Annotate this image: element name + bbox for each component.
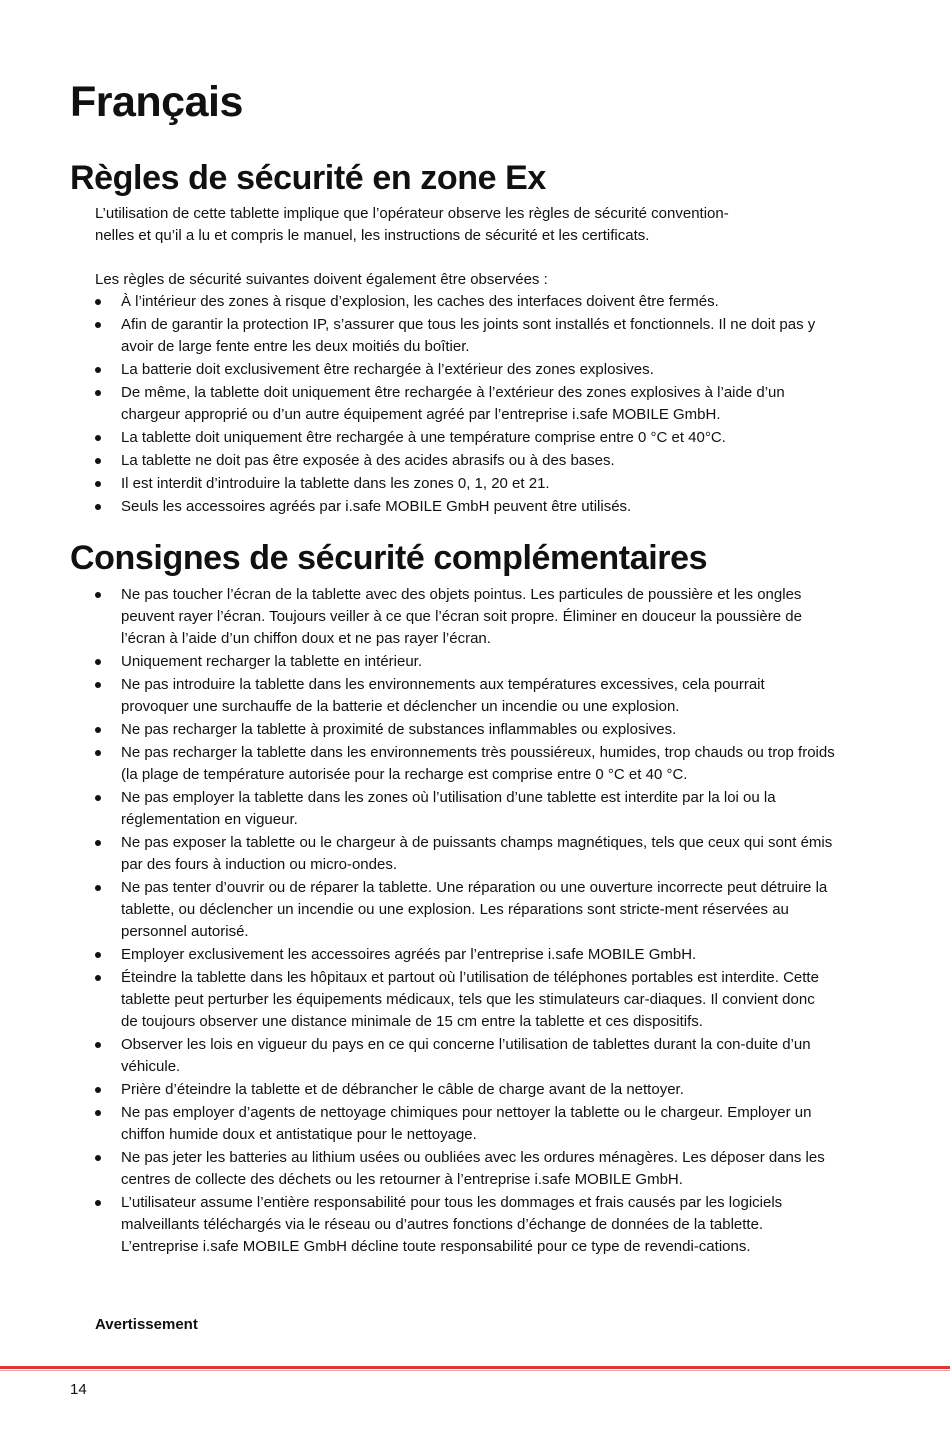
list-item-text: Employer exclusivement les accessoires agréés par l’entreprise i.safe MOBILE GmbH. <box>121 946 697 963</box>
list-item-text: La tablette ne doit pas être exposée à des acides abrasifs ou à des bases. <box>121 452 615 469</box>
list-item-text: Il est interdit d’introduire la tablette dans les zones 0, 1, 20 et 21. <box>121 475 550 492</box>
rules-lead-text: Les règles de sécurité suivantes doivent également être observées : <box>95 271 548 288</box>
list-item <box>95 291 835 313</box>
list-item <box>95 427 835 449</box>
list-item <box>95 473 835 495</box>
list-item-text: Prière d’éteindre la tablette et de débrancher le câble de charge avant de la nettoyer. <box>121 1081 684 1098</box>
list-item <box>95 944 835 966</box>
additional-safety-list <box>95 584 835 1258</box>
bullet-icon <box>95 952 101 958</box>
bullet-icon <box>95 727 101 733</box>
bullet-icon <box>95 659 101 665</box>
additional-safety-body <box>95 584 835 1259</box>
list-item-text: La tablette doit uniquement être rechargée à une température comprise entre 0 °C et 40°C. <box>121 429 726 446</box>
list-item <box>95 787 835 831</box>
section-title-ex-zone-rules: Règles de sécurité en zone Ex <box>70 159 546 197</box>
list-item-text: Ne pas introduire la tablette dans les environnements aux températures excessives, cela pourrait provoquer une surchauffe de la batterie et déclencher un incendie ou une explosion. <box>121 676 765 715</box>
list-item-text: Uniquement recharger la tablette en intérieur. <box>121 653 423 670</box>
bullet-icon <box>95 504 101 510</box>
bullet-icon <box>95 682 101 688</box>
list-item <box>95 314 835 358</box>
page-number: 14 <box>70 1381 87 1398</box>
bullet-icon <box>95 1110 101 1116</box>
bullet-icon <box>95 1042 101 1048</box>
footer-rule-shadow <box>0 1370 950 1371</box>
bullet-icon <box>95 795 101 801</box>
list-item <box>95 1192 835 1258</box>
list-item-text: Ne pas employer la tablette dans les zones où l’utilisation d’une tablette est interdite par la loi ou la réglementation en vigueur. <box>121 789 776 828</box>
list-item <box>95 967 835 1033</box>
list-item <box>95 584 835 650</box>
bullet-icon <box>95 1200 101 1206</box>
bullet-icon <box>95 435 101 441</box>
list-item-text: La batterie doit exclusivement être rechargée à l’extérieur des zones explosives. <box>121 361 654 378</box>
bullet-icon <box>95 975 101 981</box>
list-item <box>95 1102 835 1146</box>
list-item <box>95 382 835 426</box>
bullet-icon <box>95 299 101 305</box>
bullet-icon <box>95 592 101 598</box>
list-item <box>95 742 835 786</box>
list-item <box>95 1147 835 1191</box>
intro-paragraph <box>95 203 835 247</box>
list-item-text: L’utilisateur assume l’entière responsabilité pour tous les dommages et frais causés par les logiciels malveillants téléchargés via le réseau ou d’autres fonctions d’échange de données de la tablette. L’entreprise i.safe MOBILE GmbH décline toute responsabilité pour ce type de revendi-cations. <box>121 1194 783 1255</box>
list-item-text: Ne pas employer d’agents de nettoyage chimiques pour nettoyer la tablette ou le chargeur. Employer un chiffon humide doux et antistatique pour le nettoyage. <box>121 1104 812 1143</box>
bullet-icon <box>95 1087 101 1093</box>
list-item-text: Afin de garantir la protection IP, s’assurer que tous les joints sont installés et fonctionnels. Il ne doit pas y avoir de large fente entre les deux moitiés du boîtier. <box>121 316 816 355</box>
list-item <box>95 674 835 718</box>
ex-zone-rules-body <box>95 203 835 519</box>
list-item-text: Ne pas jeter les batteries au lithium usées ou oubliées avec les ordures ménagères. Les déposer dans les centres de collecte des déchets ou les retourner à l’entreprise i.safe MOBILE GmbH. <box>121 1149 825 1188</box>
intro-line-1: L’utilisation de cette tablette implique que l’opérateur observe les règles de sécurité convention- <box>95 205 729 222</box>
list-item-text: Ne pas exposer la tablette ou le chargeur à de puissants champs magnétiques, tels que ceux qui sont émis par des fours à induction ou micro-ondes. <box>121 834 833 873</box>
language-title: Français <box>70 78 243 126</box>
bullet-icon <box>95 322 101 328</box>
list-item-text: Ne pas toucher l’écran de la tablette avec des objets pointus. Les particules de poussière et les ongles peuvent rayer l’écran. Toujours veiller à ce que l’écran soit propre. Éliminer en douceur la poussière de l’écran à l’aide d’un chiffon doux et ne pas rayer l’écran. <box>121 586 802 647</box>
bullet-icon <box>95 840 101 846</box>
bullet-icon <box>95 458 101 464</box>
bullet-icon <box>95 367 101 373</box>
list-item-text: Ne pas tenter d’ouvrir ou de réparer la tablette. Une réparation ou une ouverture incorrecte peut détruire la tablette, ou déclencher un incendie ou une explosion. Les réparations sont stricte-ment réservées au personnel autorisé. <box>121 879 828 940</box>
bullet-icon <box>95 1155 101 1161</box>
intro-line-2: nelles et qu’il a lu et compris le manuel, les instructions de sécurité et les certificats. <box>95 227 650 244</box>
list-item-text: À l’intérieur des zones à risque d’explosion, les caches des interfaces doivent être fermés. <box>121 293 719 310</box>
list-item <box>95 1034 835 1078</box>
list-item <box>95 450 835 472</box>
list-item <box>95 359 835 381</box>
list-item <box>95 832 835 876</box>
bullet-icon <box>95 750 101 756</box>
list-item <box>95 719 835 741</box>
list-item <box>95 496 835 518</box>
bullet-icon <box>95 885 101 891</box>
bullet-icon <box>95 481 101 487</box>
list-item-text: Observer les lois en vigueur du pays en ce qui concerne l’utilisation de tablettes durant la con-duite d’un véhicule. <box>121 1036 811 1075</box>
ex-zone-rules-list <box>95 291 835 518</box>
bullet-icon <box>95 390 101 396</box>
list-item <box>95 1079 835 1101</box>
warning-heading: Avertissement <box>95 1316 198 1333</box>
section-title-additional-safety: Consignes de sécurité complémentaires <box>70 539 708 577</box>
list-item-text: De même, la tablette doit uniquement être rechargée à l’extérieur des zones explosives à l’aide d’un chargeur approprié ou d’un autre équipement agréé par l’entreprise i.safe MOBILE GmbH. <box>121 384 785 423</box>
footer-rule <box>0 1366 950 1369</box>
list-item-text: Ne pas recharger la tablette dans les environnements très poussiéreux, humides, trop chauds ou trop froids (la plage de température autorisée pour la recharge est comprise entre 0 °C et 40 °C. <box>121 744 835 783</box>
list-item-text: Seuls les accessoires agréés par i.safe MOBILE GmbH peuvent être utilisés. <box>121 498 632 515</box>
list-item <box>95 877 835 943</box>
list-item <box>95 651 835 673</box>
list-item-text: Ne pas recharger la tablette à proximité de substances inflammables ou explosives. <box>121 721 677 738</box>
list-item-text: Éteindre la tablette dans les hôpitaux et partout où l’utilisation de téléphones portables est interdite. Cette tablette peut perturber les équipements médicaux, tels que les stimulateurs car-diaques. Il convient donc de toujours observer une distance minimale de 15 cm entre la tablette et ces dispositifs. <box>121 969 819 1030</box>
